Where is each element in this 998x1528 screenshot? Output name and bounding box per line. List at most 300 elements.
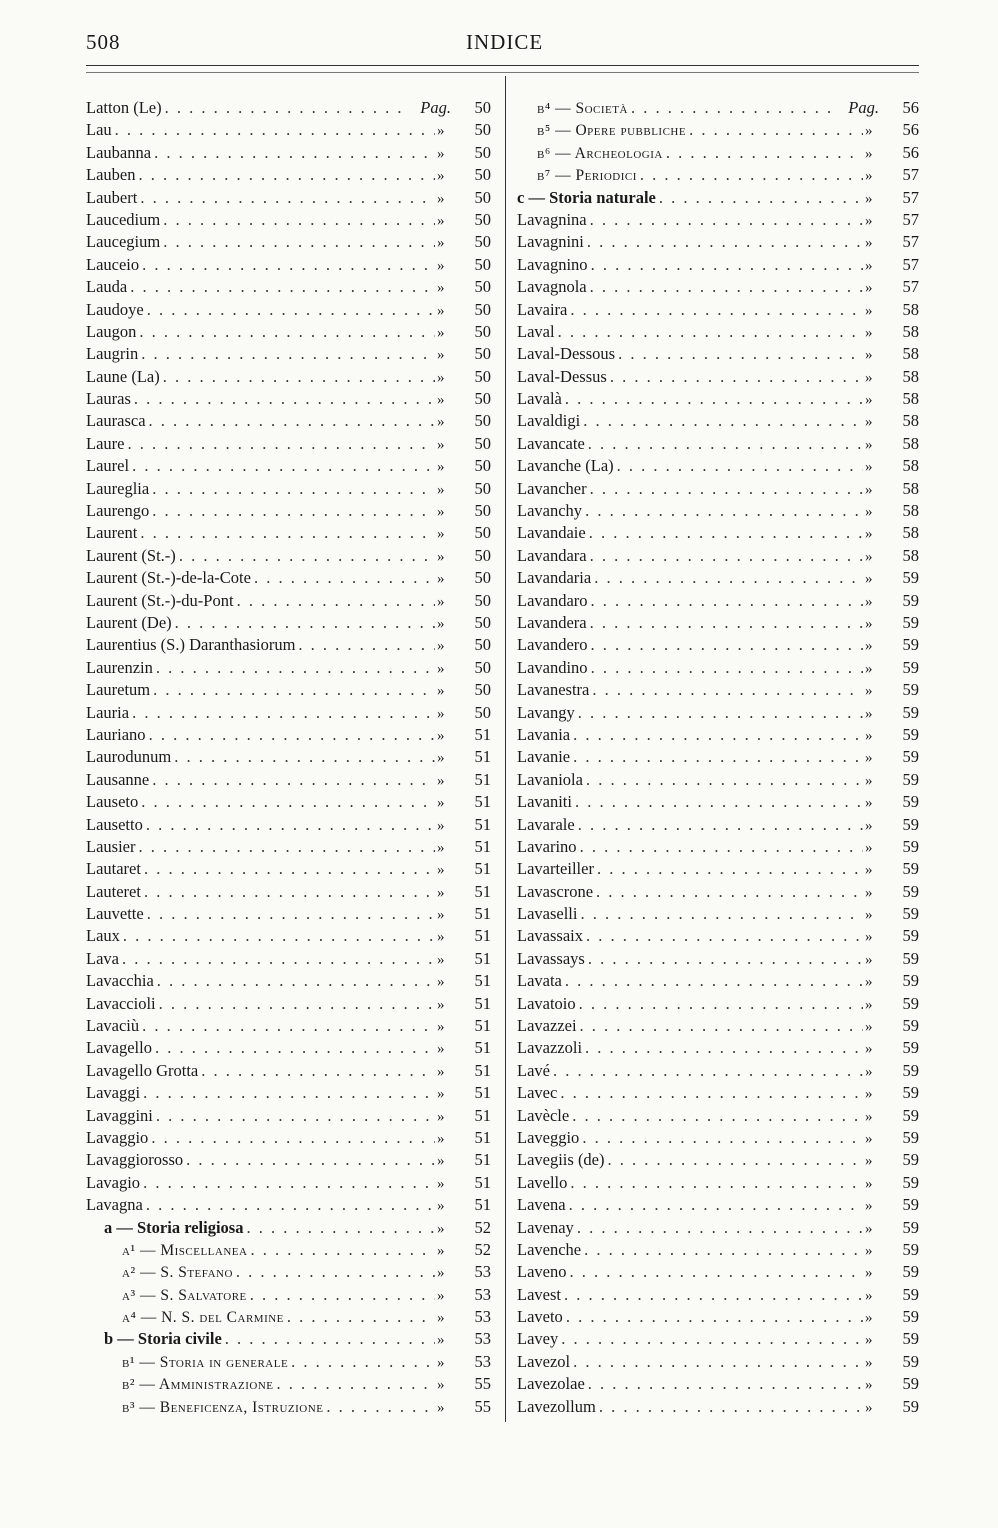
entry-name: Lavania <box>517 724 571 744</box>
dot-leader <box>115 119 435 141</box>
page-marker: » <box>437 548 445 565</box>
entry-page-number: 59 <box>902 747 919 767</box>
entry-page-number: 50 <box>474 187 491 207</box>
page-marker: » <box>437 1063 445 1080</box>
entry-page-number: 59 <box>902 1038 919 1058</box>
dot-leader <box>291 1351 435 1373</box>
page-marker: » <box>437 1108 445 1125</box>
index-entry <box>86 276 491 298</box>
entry-name: Lavegiis (de) <box>517 1150 605 1170</box>
dot-leader <box>588 433 863 455</box>
entry-page-number: 51 <box>474 1016 491 1036</box>
index-entry <box>86 769 491 791</box>
index-entry <box>517 187 919 209</box>
dot-leader <box>578 814 863 836</box>
entry-name: Laure <box>86 433 125 453</box>
entry-name: Lavezollum <box>517 1396 596 1416</box>
page-marker: » <box>437 996 445 1013</box>
entry-name: Lavascrone <box>517 881 594 901</box>
dot-leader <box>592 679 863 701</box>
page-marker: » <box>865 212 873 229</box>
entry-page-number: 53 <box>474 1307 491 1327</box>
page-marker: » <box>865 1041 873 1058</box>
page-marker: » <box>437 257 445 274</box>
page-marker: » <box>865 280 873 297</box>
entry-name: Lauceio <box>86 254 140 274</box>
entry-page-number: 57 <box>902 232 919 252</box>
index-entry <box>86 1261 491 1283</box>
entry-page-number: 50 <box>474 120 491 140</box>
entry-name: Laveno <box>517 1262 567 1282</box>
dot-leader <box>591 590 863 612</box>
entry-page-number: 59 <box>902 1374 919 1394</box>
entry-page-number: 56 <box>902 142 919 162</box>
index-entry <box>86 1149 491 1171</box>
entry-name: Laucegium <box>86 232 161 252</box>
dot-leader <box>123 925 435 947</box>
dot-leader <box>138 836 435 858</box>
index-entry <box>86 164 491 186</box>
entry-name: Lavaniti <box>517 792 572 812</box>
entry-page-number: 58 <box>902 366 919 386</box>
entry-page-number: 50 <box>474 232 491 252</box>
entry-name: Laurenzin <box>86 657 153 677</box>
index-entry <box>86 724 491 746</box>
entry-name: Latton (Le) <box>86 98 162 117</box>
page-marker: » <box>437 392 445 409</box>
page-marker: » <box>437 974 445 991</box>
index-entry <box>517 1306 919 1328</box>
entry-page-number: 59 <box>902 859 919 879</box>
page-marker: » <box>865 459 873 476</box>
entry-page-number: 50 <box>474 165 491 185</box>
index-entry <box>517 769 919 791</box>
page-marker: » <box>437 839 445 856</box>
page-marker: » <box>437 660 445 677</box>
entry-name: Lavagnino <box>517 254 588 274</box>
page-marker: » <box>437 638 445 655</box>
entry-page-number: 50 <box>474 545 491 565</box>
entry-name: Lavagio <box>86 1172 141 1192</box>
entry-name: Lavagello Grotta <box>86 1060 199 1080</box>
entry-name: Lavazzei <box>517 1016 577 1036</box>
entry-page-number: 58 <box>902 456 919 476</box>
entry-name: Laurodunum <box>86 747 172 767</box>
index-entry <box>517 1015 919 1037</box>
entry-page-number: 59 <box>902 1329 919 1349</box>
index-column-right <box>517 97 919 1418</box>
entry-name: Lavarale <box>517 814 575 834</box>
entry-name: Lavaggini <box>86 1105 153 1125</box>
entry-name: Lavècle <box>517 1105 570 1125</box>
dot-leader <box>590 612 863 634</box>
index-entry <box>517 500 919 522</box>
entry-name: Laucedium <box>86 209 161 229</box>
dot-leader <box>580 1015 863 1037</box>
entry-page-number: 51 <box>474 881 491 901</box>
page-marker: » <box>437 705 445 722</box>
page-marker: » <box>865 1332 873 1349</box>
dot-leader <box>666 142 863 164</box>
index-entry <box>517 366 919 388</box>
index-entry <box>86 1172 491 1194</box>
index-entry <box>86 366 491 388</box>
index-entry <box>86 343 491 365</box>
index-entry <box>517 679 919 701</box>
entry-page-number: 58 <box>902 433 919 453</box>
dot-leader <box>591 657 863 679</box>
page-marker: » <box>437 212 445 229</box>
entry-name: Laubert <box>86 187 138 207</box>
index-entry <box>86 455 491 477</box>
index-entry <box>86 231 491 253</box>
index-entry <box>517 1373 919 1395</box>
entry-page-number: 50 <box>474 98 491 117</box>
page-marker: » <box>437 593 445 610</box>
entry-page-number: 52 <box>474 1217 491 1237</box>
index-entry <box>86 791 491 813</box>
page-header <box>0 30 998 60</box>
dot-leader <box>159 993 435 1015</box>
entry-page-number: 58 <box>902 501 919 521</box>
page-marker: » <box>437 862 445 879</box>
page-marker: » <box>437 302 445 319</box>
dot-leader <box>573 724 863 746</box>
entry-name: Lavandara <box>517 545 587 565</box>
dot-leader <box>132 702 435 724</box>
entry-page-number: 50 <box>474 277 491 297</box>
dot-leader <box>573 746 863 768</box>
page-marker: » <box>865 257 873 274</box>
index-entry <box>86 388 491 410</box>
entry-page-number: 50 <box>474 209 491 229</box>
index-entry <box>517 1149 919 1171</box>
dot-leader <box>179 545 435 567</box>
page-marker: » <box>865 1377 873 1394</box>
page-marker: » <box>865 436 873 453</box>
page-marker: » <box>865 1063 873 1080</box>
dot-leader <box>134 388 435 410</box>
index-entry <box>517 455 919 477</box>
entry-page-number: 50 <box>474 254 491 274</box>
entry-name: Lavandaria <box>517 568 592 588</box>
entry-page-number: 59 <box>902 1016 919 1036</box>
index-entry <box>86 500 491 522</box>
entry-page-number: 59 <box>902 836 919 856</box>
dot-leader <box>127 433 435 455</box>
entry-page-number: 59 <box>902 1083 919 1103</box>
entry-name: a¹ — Miscellanea <box>122 1241 248 1259</box>
entry-page-number: 50 <box>474 433 491 453</box>
page-marker: » <box>437 571 445 588</box>
dot-leader <box>152 769 435 791</box>
entry-page-number: 58 <box>902 389 919 409</box>
page-marker: » <box>865 683 873 700</box>
entry-page-number: 59 <box>902 1307 919 1327</box>
dot-leader <box>246 1217 435 1239</box>
dot-leader <box>175 612 435 634</box>
index-entry <box>517 948 919 970</box>
entry-page-number: 59 <box>902 971 919 991</box>
page-marker: » <box>437 1287 445 1304</box>
page-marker: » <box>437 1086 445 1103</box>
index-entry <box>517 299 919 321</box>
index-entry <box>517 970 919 992</box>
dot-leader <box>250 1284 435 1306</box>
index-entry <box>517 612 919 634</box>
dot-leader <box>154 142 435 164</box>
dot-leader <box>225 1328 435 1350</box>
index-entry <box>517 321 919 343</box>
entry-page-number: 59 <box>902 657 919 677</box>
dot-leader <box>588 948 863 970</box>
dot-leader <box>147 299 435 321</box>
entry-page-number: 56 <box>902 98 919 117</box>
page-marker: » <box>865 190 873 207</box>
page-marker: » <box>437 1377 445 1394</box>
entry-page-number: 59 <box>902 814 919 834</box>
dot-leader <box>140 187 435 209</box>
page-marker: » <box>865 168 873 185</box>
page-marker: » <box>865 907 873 924</box>
entry-page-number: 50 <box>474 680 491 700</box>
index-entry <box>86 590 491 612</box>
page-marker: Pag. <box>420 98 451 117</box>
page-marker: » <box>437 123 445 140</box>
entry-name: b⁷ — Periodici <box>537 167 637 185</box>
entry-page-number: 51 <box>474 769 491 789</box>
page-marker: » <box>865 772 873 789</box>
entry-name: Laune (La) <box>86 366 160 386</box>
index-entry <box>517 254 919 276</box>
index-entry <box>517 1037 919 1059</box>
dot-leader <box>561 1328 863 1350</box>
entry-name: Lavangy <box>517 702 575 722</box>
index-entry <box>517 1082 919 1104</box>
page-marker: » <box>437 1153 445 1170</box>
page-marker: » <box>865 526 873 543</box>
index-entry <box>86 321 491 343</box>
index-entry <box>517 142 919 164</box>
dot-leader <box>572 1105 863 1127</box>
entry-page-number: 59 <box>902 1262 919 1282</box>
index-entry <box>86 119 491 141</box>
page-marker: Pag. <box>848 98 879 117</box>
header-rule-top <box>86 65 919 66</box>
dot-leader <box>156 657 435 679</box>
dot-leader <box>577 1217 863 1239</box>
index-entry <box>86 1396 491 1418</box>
entry-name: Lautaret <box>86 859 141 879</box>
page-marker: » <box>865 974 873 991</box>
entry-page-number: 51 <box>474 1105 491 1125</box>
entry-name: Lavagnola <box>517 277 587 297</box>
entry-page-number: 59 <box>902 568 919 588</box>
entry-name: Lavanche (La) <box>517 456 614 476</box>
entry-page-number: 50 <box>474 321 491 341</box>
index-entry <box>517 836 919 858</box>
dot-leader <box>165 97 407 119</box>
index-entry <box>86 858 491 880</box>
page-marker: » <box>865 481 873 498</box>
entry-name: Lauria <box>86 702 130 722</box>
page-marker: » <box>437 459 445 476</box>
entry-name: Lavanchy <box>517 501 583 521</box>
index-entry <box>517 1284 919 1306</box>
entry-page-number: 58 <box>902 523 919 543</box>
page-marker: » <box>437 727 445 744</box>
page-marker: » <box>865 1287 873 1304</box>
dot-leader <box>586 769 863 791</box>
dot-leader <box>142 254 435 276</box>
entry-name: Lavassaix <box>517 926 583 946</box>
page-marker: » <box>865 1175 873 1192</box>
entry-name: Lau <box>86 120 112 140</box>
dot-leader <box>139 321 435 343</box>
index-entry <box>517 1060 919 1082</box>
entry-page-number: 51 <box>474 904 491 924</box>
entry-page-number: 59 <box>902 792 919 812</box>
page-marker: » <box>437 750 445 767</box>
index-entry <box>517 276 919 298</box>
entry-page-number: 59 <box>902 1217 919 1237</box>
entry-name: Laurengo <box>86 501 150 521</box>
index-entry <box>86 881 491 903</box>
entry-page-number: 58 <box>902 478 919 498</box>
dot-leader <box>132 455 435 477</box>
page-marker: » <box>865 1354 873 1371</box>
column-divider <box>505 76 506 1422</box>
entry-page-number: 58 <box>902 321 919 341</box>
dot-leader <box>565 970 863 992</box>
entry-name: Lavarteiller <box>517 859 594 879</box>
entry-name: Lauda <box>86 277 128 297</box>
page-marker: » <box>865 660 873 677</box>
dot-leader <box>582 1127 863 1149</box>
entry-name: Lavaniola <box>517 769 583 789</box>
dot-leader <box>186 1149 435 1171</box>
entry-page-number: 51 <box>474 836 491 856</box>
entry-name: Lavaldigi <box>517 411 581 431</box>
dot-leader <box>142 1015 435 1037</box>
dot-leader <box>590 545 863 567</box>
entry-page-number: 51 <box>474 859 491 879</box>
entry-page-number: 51 <box>474 971 491 991</box>
index-entry <box>86 478 491 500</box>
index-entry <box>517 702 919 724</box>
dot-leader <box>580 903 863 925</box>
index-entry <box>517 1328 919 1350</box>
entry-name: Lavandero <box>517 635 588 655</box>
entry-name: Laval-Dessus <box>517 366 607 386</box>
dot-leader <box>558 321 863 343</box>
entry-name: b⁶ — Archeologia <box>537 144 663 162</box>
page-marker: » <box>865 302 873 319</box>
entry-page-number: 51 <box>474 1083 491 1103</box>
dot-leader <box>640 164 863 186</box>
page-marker: » <box>437 414 445 431</box>
dot-leader <box>144 858 435 880</box>
entry-name: b⁴ — Società <box>537 100 628 117</box>
entry-page-number: 50 <box>474 299 491 319</box>
dot-leader <box>560 1082 863 1104</box>
entry-name: Lavaccioli <box>86 993 156 1013</box>
entry-page-number: 55 <box>474 1374 491 1394</box>
dot-leader <box>149 724 435 746</box>
index-entry <box>517 724 919 746</box>
dot-leader <box>155 1037 435 1059</box>
index-entry <box>517 1396 919 1418</box>
dot-leader <box>585 1037 863 1059</box>
page-marker: » <box>865 1019 873 1036</box>
dot-leader <box>590 209 863 231</box>
dot-leader <box>138 164 435 186</box>
entry-page-number: 50 <box>474 366 491 386</box>
index-entry <box>86 1127 491 1149</box>
index-entry <box>86 567 491 589</box>
page-marker: » <box>437 235 445 252</box>
entry-page-number: 57 <box>902 209 919 229</box>
index-entry <box>86 209 491 231</box>
page-marker: » <box>437 168 445 185</box>
index-entry <box>517 858 919 880</box>
index-entry <box>86 970 491 992</box>
index-entry <box>86 187 491 209</box>
dot-leader <box>585 500 863 522</box>
index-entry <box>517 925 919 947</box>
dot-leader <box>659 187 863 209</box>
index-entry <box>86 299 491 321</box>
page-marker: » <box>437 1265 445 1282</box>
entry-name: Lavenche <box>517 1239 582 1259</box>
entry-name: Lavagnini <box>517 232 584 252</box>
page-marker: » <box>437 929 445 946</box>
index-entry <box>86 1306 491 1328</box>
index-entry <box>86 903 491 925</box>
entry-page-number: 50 <box>474 635 491 655</box>
dot-leader <box>588 1373 863 1395</box>
index-entry <box>517 522 919 544</box>
page-marker: » <box>865 414 873 431</box>
entry-page-number: 55 <box>474 1396 491 1416</box>
index-entry <box>86 1351 491 1373</box>
entry-page-number: 59 <box>902 926 919 946</box>
entry-name: Lavec <box>517 1083 558 1103</box>
index-entry <box>86 948 491 970</box>
dot-leader <box>564 1284 863 1306</box>
entry-page-number: 51 <box>474 1038 491 1058</box>
page-marker: » <box>865 1220 873 1237</box>
page-title: INDICE <box>466 30 544 54</box>
entry-page-number: 50 <box>474 411 491 431</box>
entry-name: b — Storia civile <box>104 1329 222 1349</box>
page-marker: » <box>865 123 873 140</box>
entry-name: Lauteret <box>86 881 141 901</box>
dot-leader <box>143 1172 435 1194</box>
dot-leader <box>163 209 435 231</box>
dot-leader <box>566 1306 863 1328</box>
entry-page-number: 59 <box>902 612 919 632</box>
dot-leader <box>553 1060 863 1082</box>
index-column-left <box>86 97 491 1418</box>
dot-leader <box>578 702 863 724</box>
entry-name: Lava <box>86 948 119 968</box>
entry-name: Lavarino <box>517 836 577 856</box>
index-entry <box>86 836 491 858</box>
dot-leader <box>254 567 435 589</box>
entry-name: Lavaira <box>517 299 568 319</box>
dot-leader <box>584 1239 863 1261</box>
